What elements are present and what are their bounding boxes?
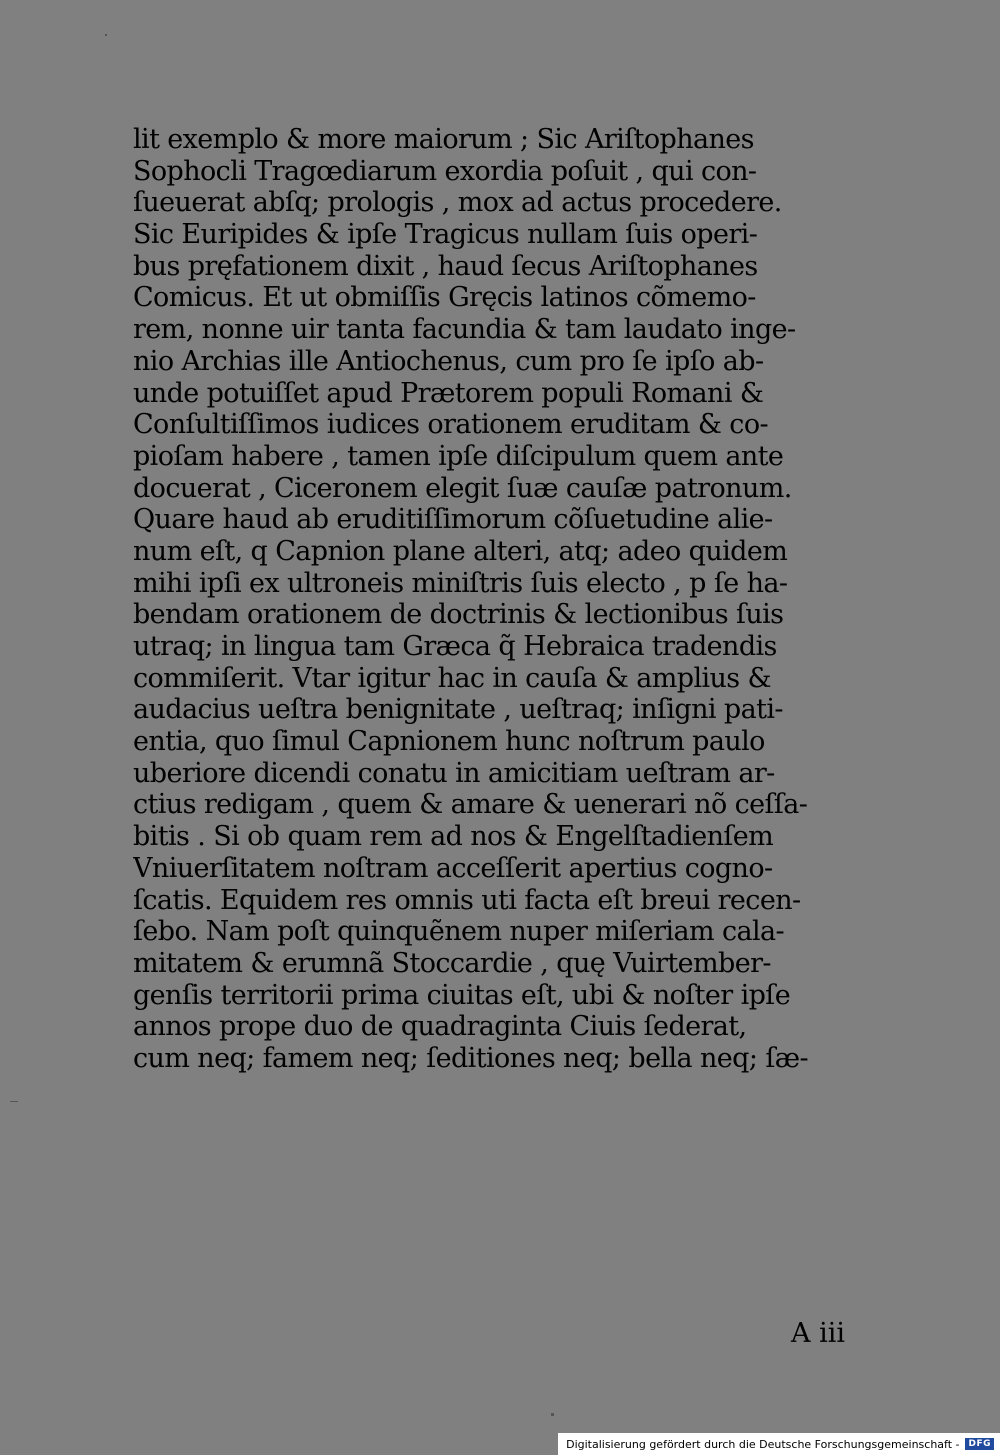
text-line: cum neq; famem neq; ſeditiones neq; bella neq; ſæ- xyxy=(133,1042,809,1074)
text-line: genſis territorii prima ciuitas eſt, ubi & noſter ipſe xyxy=(133,979,791,1011)
text-line: Sophocli Tragœdiarum exordia poſuit , qui con- xyxy=(133,155,757,187)
text-line: Vniuerſitatem noſtram acceſſerit apertius cogno- xyxy=(133,852,773,884)
text-line: bitis . Si ob quam rem ad nos & Engelſtadienſem xyxy=(133,821,774,853)
text-line: docuerat , Ciceronem elegit ſuæ cauſæ patronum. xyxy=(133,472,792,504)
text-line: mihi ipſi ex ultroneis miniſtris ſuis electo , p ſe ha- xyxy=(133,567,788,599)
text-line: Sic Euripides & ipſe Tragicus nullam ſuis operi- xyxy=(133,219,758,251)
text-line: audacius ueſtra benignitate , ueſtraq; inſigni pati- xyxy=(133,694,783,726)
text-line: bendam orationem de doctrinis & lectionibus ſuis xyxy=(133,599,784,631)
signature-mark: A iii xyxy=(791,1318,845,1349)
text-line: mitatem & erumnã Stoccardie , quę Vuirtember- xyxy=(133,947,771,979)
text-line: ſcatis. Equidem res omnis uti facta eſt breui recen- xyxy=(133,884,801,916)
text-line: utraq; in lingua tam Græca q̃ Hebraica tradendis xyxy=(133,631,777,662)
text-line: lit exemplo & more maiorum ; Sic Ariſtophanes xyxy=(133,124,754,155)
digitization-credit-bar xyxy=(558,1433,1000,1455)
speck xyxy=(10,1101,18,1102)
text-line: annos prope duo de quadraginta Ciuis ſederat, xyxy=(133,1011,747,1043)
text-line: Comicus. Et ut obmiſſis Gręcis latinos cõmemo- xyxy=(133,282,756,314)
page-text-block xyxy=(133,124,863,1075)
text-line: Conſultiſſimos iudices orationem eruditam & co- xyxy=(133,409,769,441)
text-line: ſebo. Nam poſt quinquẽnem nuper miſeriam cala- xyxy=(133,916,785,948)
text-line: Quare haud ab eruditiſſimorum cõſuetudine alie- xyxy=(133,504,773,536)
text-line: num eſt, q Capnion plane alteri, atq; adeo quidem xyxy=(133,535,788,567)
text-line: unde potuiſſet apud Prætorem populi Romani & xyxy=(133,377,764,409)
text-line: ſueuerat abſq; prologis , mox ad actus procedere. xyxy=(133,187,782,219)
text-line: uberiore dicendi conatu in amicitiam ueſtram ar- xyxy=(133,757,775,789)
text-line: pioſam habere , tamen ipſe diſcipulum quem ante xyxy=(133,440,784,472)
text-line: bus pręfationem dixit , haud ſecus Ariſtophanes xyxy=(133,250,758,282)
text-line: commiſerit. Vtar igitur hac in cauſa & amplius & xyxy=(133,662,771,694)
text-line: entia, quo ſimul Capnionem hunc noſtrum paulo xyxy=(133,726,765,758)
speck xyxy=(105,34,107,36)
digitization-credit-text: Digitalisierung gefördert durch die Deutsche Forschungsgemeinschaft - xyxy=(566,1437,960,1451)
dfg-logo: DFG xyxy=(965,1438,994,1450)
text-line: ctius redigam , quem & amare & uenerari nõ ceſſa- xyxy=(133,789,808,821)
text-line: rem, nonne uir tanta facundia & tam laudato inge- xyxy=(133,314,796,346)
text-line: nio Archias ille Antiochenus, cum pro ſe ipſo ab- xyxy=(133,345,764,377)
speck xyxy=(551,1413,554,1416)
